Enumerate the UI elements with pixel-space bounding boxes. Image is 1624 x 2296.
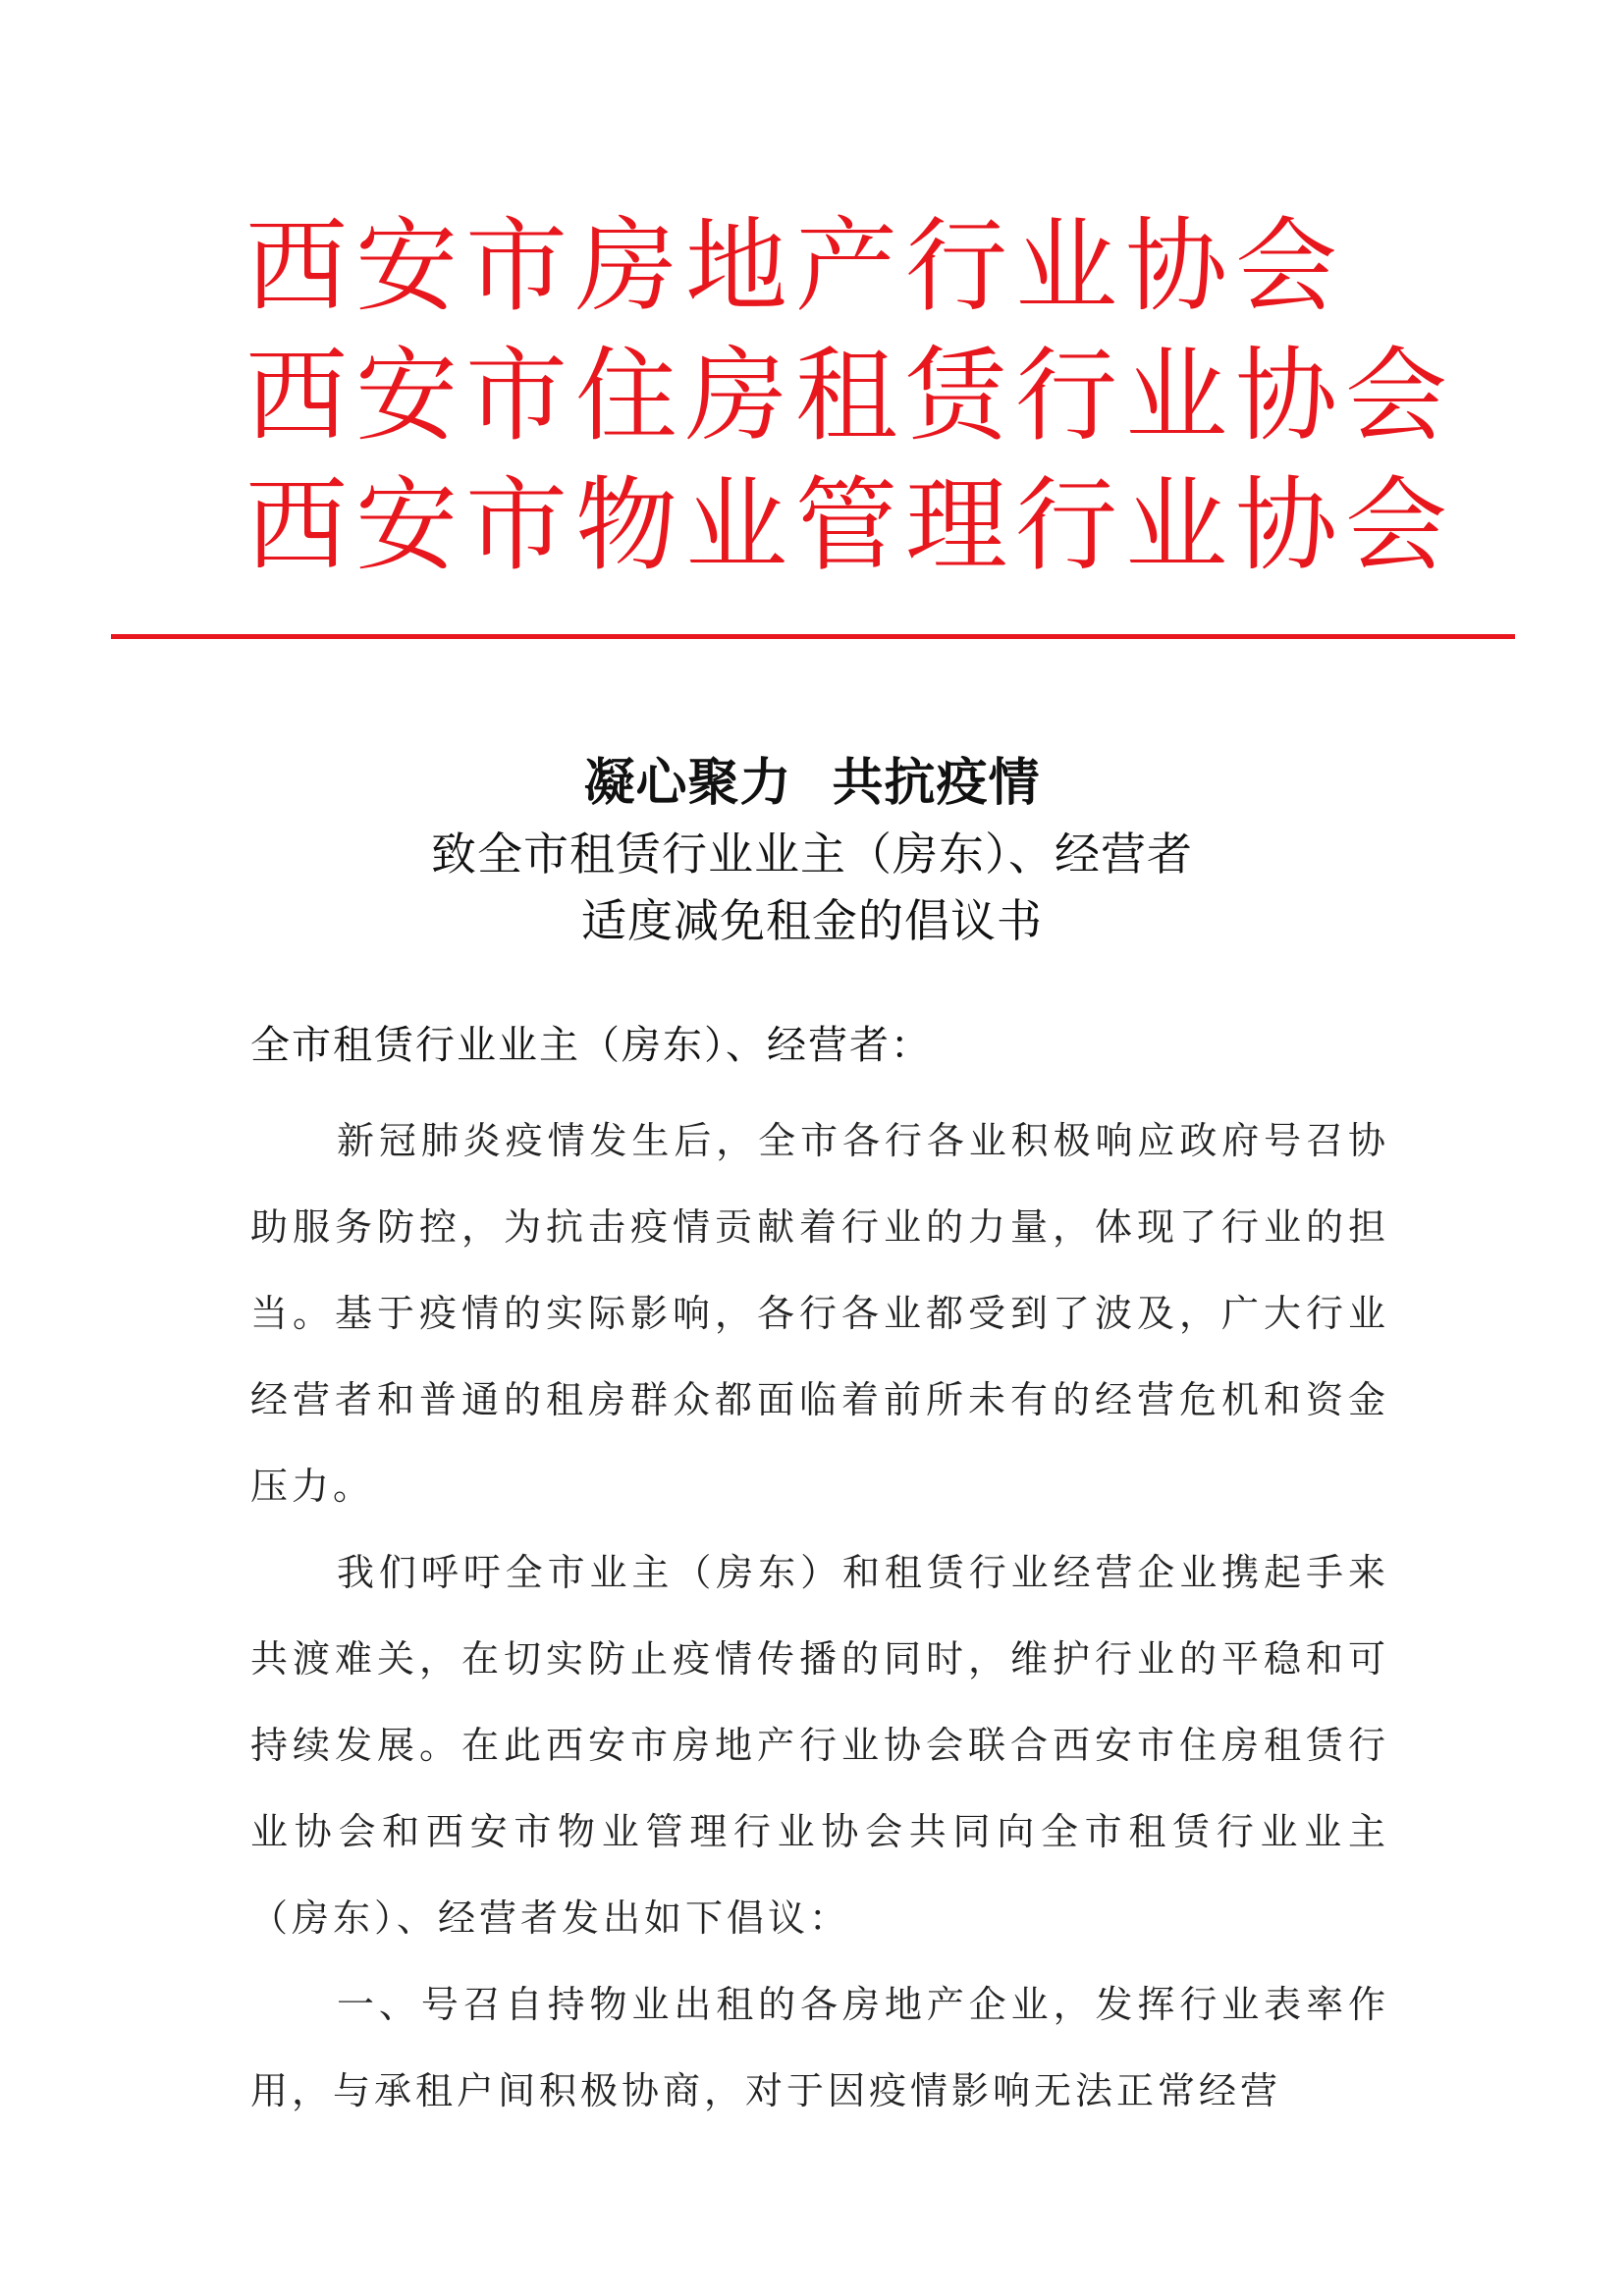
document-subtitle-line-1: 致全市租赁行业业主（房东）、经营者 xyxy=(431,828,1193,881)
letterhead xyxy=(245,201,1456,590)
document-subtitle-line-2: 适度减免租金的倡议书 xyxy=(581,894,1043,947)
paragraph-text: 新冠肺炎疫情发生后，全市各行各业积极响应政府号召协助服务防控，为抗击疫情贡献着行业的力量，体现了行业的担当。基于疫情的实际影响，各行各业都受到了波及，广大行业经营者和普通的租房群众都面临着前所未有的经营危机和资金压力。 xyxy=(250,1119,1389,1508)
body-paragraph-3 xyxy=(250,1961,1389,2134)
paragraph-text: 一、号召自持物业出租的各房地产企业，发挥行业表率作用，与承租户间积极协商，对于因疫情影响无法正常经营 xyxy=(250,1983,1389,2112)
title-block xyxy=(0,746,1624,954)
document-title: 凝心聚力 共抗疫情 xyxy=(583,754,1041,813)
letterhead-divider xyxy=(111,634,1515,639)
salutation: 全市租赁行业业主（房东）、经营者： xyxy=(250,1023,932,1068)
body-paragraph-1 xyxy=(250,1097,1389,1529)
paragraph-text: 我们呼吁全市业主（房东）和租赁行业经营企业携起手来共渡难关，在切实防止疫情传播的同时，维护行业的平稳和可持续发展。在此西安市房地产行业协会联合西安市住房租赁行业协会和西安市物业管理行业协会共同向全市租赁行业业主（房东）、经营者发出如下倡议： xyxy=(250,1551,1389,1940)
organization-name-2: 西安市住房租赁行业协会 xyxy=(245,336,1456,455)
organization-name-1: 西安市房地产行业协会 xyxy=(245,206,1346,326)
body-paragraph-2 xyxy=(250,1529,1389,1961)
organization-name-3: 西安市物业管理行业协会 xyxy=(245,465,1456,585)
